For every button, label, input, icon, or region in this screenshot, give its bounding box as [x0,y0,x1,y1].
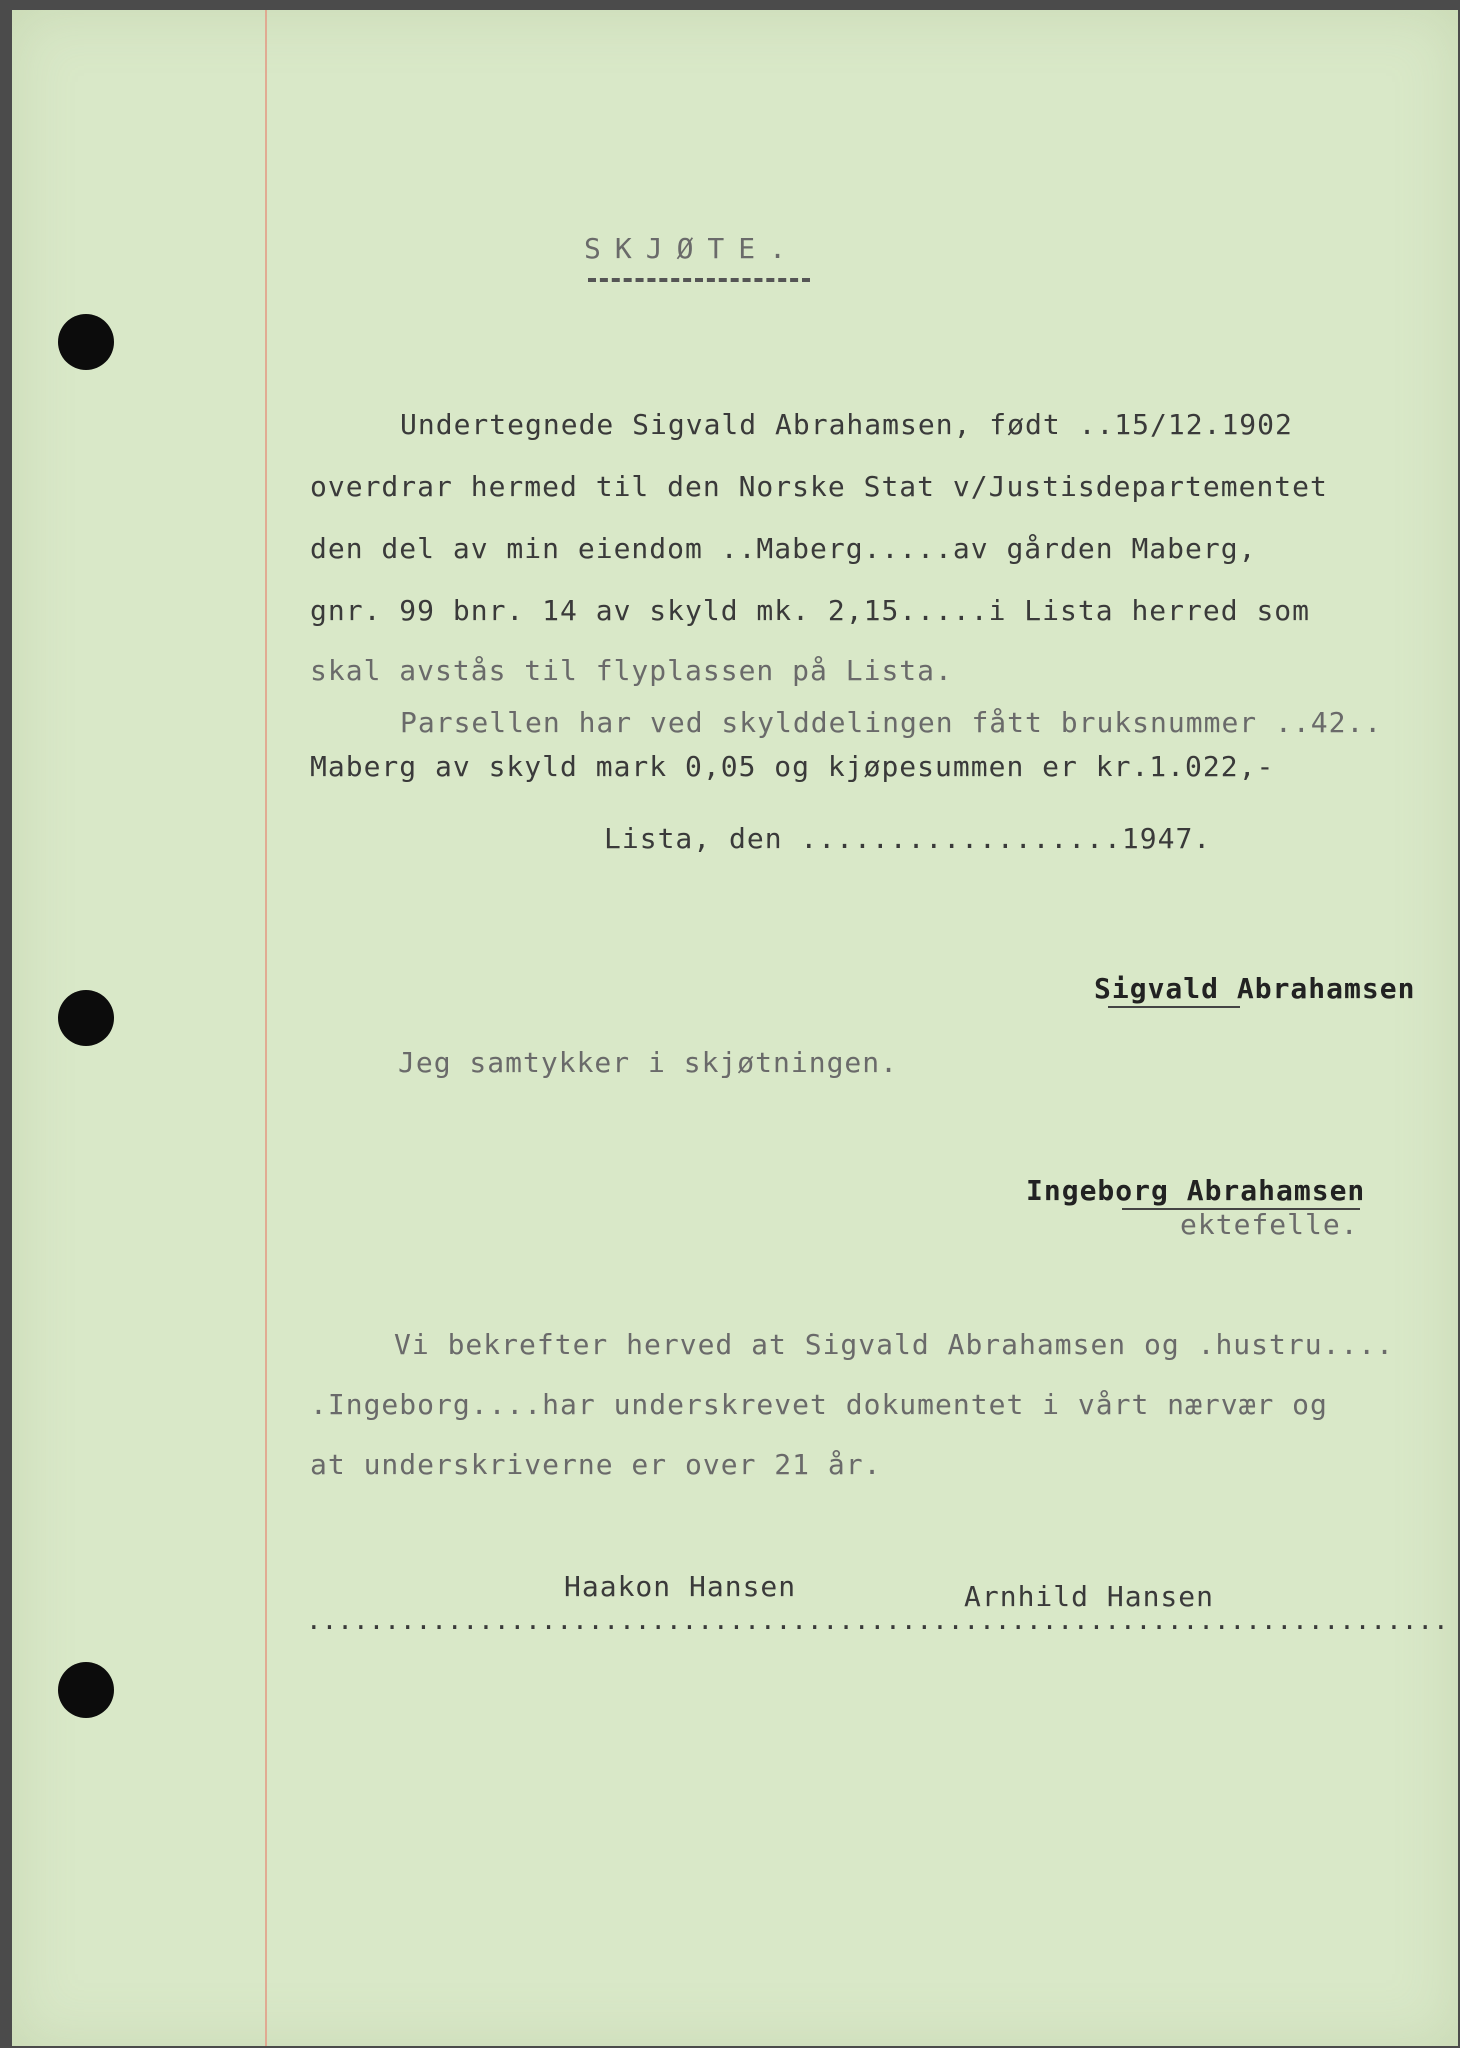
punch-hole-bottom [58,1662,114,1718]
consent-line: Jeg samtykker i skjøtningen. [398,1046,899,1079]
witness-line-1: Vi bekrefter herved at Sigvald Abrahamsen og .hustru.... [394,1328,1395,1361]
seller-signature-line [1108,1006,1240,1008]
punch-hole-middle [58,990,114,1046]
body-line-4: gnr. 99 bnr. 14 av skyld mk. 2,15.....i Lista herred som [310,594,1311,627]
spouse-role: ektefelle. [1180,1208,1359,1241]
document-title: SKJØTE. [584,232,801,265]
body-line-3: den del av min eiendom ..Maberg.....av gården Maberg, [310,532,1257,565]
body-line-6: Parsellen har ved skylddelingen fått bruksnummer ..42.. [400,706,1383,739]
seller-signature: Sigvald Abrahamsen [1094,972,1416,1005]
witness-line-3: at underskriverne er over 21 år. [310,1448,882,1481]
margin-line [265,10,267,2046]
body-line-5: skal avstås til flyplassen på Lista. [310,654,953,687]
witness-dotted-line: ......................................................................... [306,1606,1449,1636]
witness-1-signature: Haakon Hansen [564,1570,797,1603]
document-page [12,10,1458,2046]
spouse-signature: Ingeborg Abrahamsen [1026,1174,1366,1207]
title-underline [588,278,810,282]
body-line-7: Maberg av skyld mark 0,05 og kjøpesummen er kr.1.022,- [310,750,1275,783]
body-line-2: overdrar hermed til den Norske Stat v/Justisdepartementet [310,470,1328,503]
witness-2-signature: Arnhild Hansen [964,1580,1215,1613]
body-line-1: Undertegnede Sigvald Abrahamsen, født ..15/12.1902 [400,408,1293,441]
place-date-line: Lista, den ..................1947. [604,822,1212,855]
punch-hole-top [58,314,114,370]
witness-line-2: .Ingeborg....har underskrevet dokumentet i vårt nærvær og [310,1388,1328,1421]
